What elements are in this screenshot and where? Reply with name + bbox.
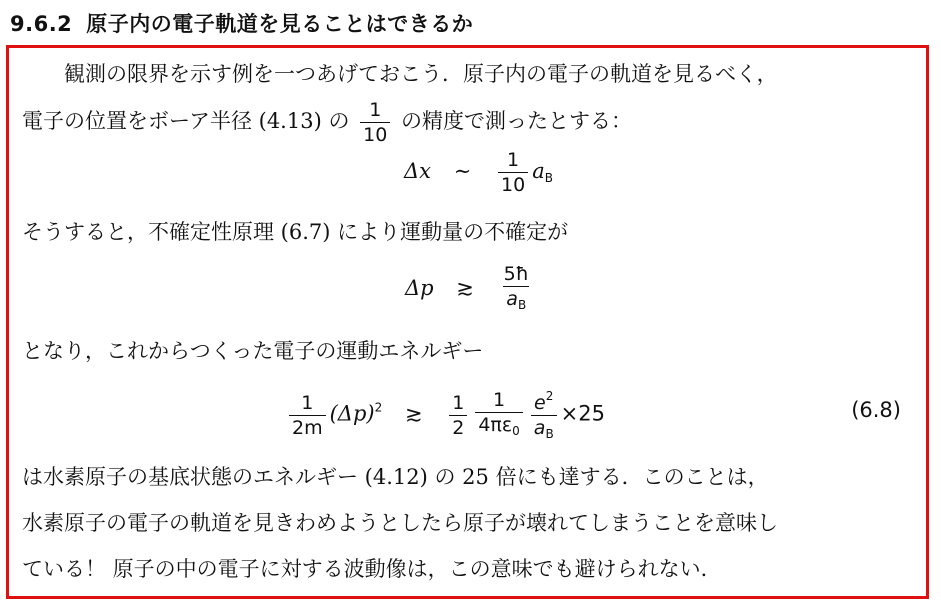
equation-number: (6.8)	[851, 398, 901, 422]
eq3-f3-num: 1	[493, 388, 506, 411]
eq2-denominator	[503, 286, 529, 317]
paragraph-line-2	[22, 98, 632, 147]
eq3-frac-4	[531, 384, 557, 446]
section-number: 9.6.2	[10, 12, 73, 36]
eq1-denominator: 10	[498, 172, 528, 197]
section-heading	[10, 8, 473, 38]
eq3-f1-den: 2m	[289, 415, 326, 440]
line2-text-post: の精度で測ったとする：	[401, 109, 633, 133]
eq3-f4-num	[531, 384, 556, 415]
eq3-tail: ×25	[560, 401, 605, 426]
eq1-lhs: Δx	[404, 159, 432, 183]
line2-frac-numerator: 1	[369, 99, 382, 121]
eq3-f4-a-sub: B	[545, 427, 554, 441]
eq2-relation: ≳	[456, 276, 474, 300]
eq3-paren: (Δp)	[329, 401, 375, 426]
eq3-relation: ≳	[404, 401, 423, 426]
eq1-numerator: 1	[507, 149, 520, 171]
equation-delta-p	[405, 262, 536, 317]
eq3-f3-den-sub: 0	[512, 423, 520, 438]
eq3-square: 2	[374, 400, 383, 415]
paragraph-line-7: ている！ 原子の中の電子に対する波動像は，この意味でも避けられない．	[22, 557, 722, 581]
eq3-f4-sup: 2	[545, 389, 554, 403]
eq1-fraction	[498, 148, 528, 197]
eq3-frac-2	[449, 391, 467, 440]
eq3-f3-den-text: 4πε	[478, 413, 513, 436]
eq3-frac-1	[289, 391, 326, 440]
eq3-f2-den: 2	[449, 415, 467, 440]
eq3-f4-a: a	[533, 417, 546, 439]
eq3-f2-num: 1	[452, 391, 465, 414]
eq2-den-a: a	[506, 288, 518, 310]
eq2-den-sub: B	[517, 298, 527, 312]
line2-fraction	[360, 98, 390, 147]
paragraph-line-1: 観測の限界を示す例を一つあげておこう．原子内の電子の軌道を見るべく，	[64, 62, 778, 86]
eq2-lhs: Δp	[405, 276, 434, 300]
eq2-numerator: 5ħ	[503, 263, 529, 285]
paragraph-line-5: は水素原子の基底状態のエネルギー (4.12) の 25 倍にも達する．このことは，	[22, 465, 769, 489]
eq3-f3-den	[475, 412, 522, 443]
section-title: 原子内の電子軌道を見ることはできるか	[86, 12, 474, 36]
paragraph-line-4: となり，これからつくった電子の運動エネルギー	[22, 339, 484, 363]
equation-kinetic-energy	[285, 384, 605, 446]
eq1-a-sub: B	[544, 171, 553, 185]
equation-delta-x	[404, 148, 553, 197]
line2-frac-denominator: 10	[360, 122, 390, 147]
eq1-relation: ∼	[453, 159, 472, 183]
eq3-f4-den	[531, 415, 557, 446]
eq3-frac-3	[475, 388, 522, 443]
line2-text-pre: 電子の位置をボーア半径 (4.13) の	[22, 109, 350, 133]
eq3-f4-e: e	[534, 392, 546, 414]
paragraph-line-6: 水素原子の電子の軌道を見きわめようとしたら原子が壊れてしまうことを意味し	[22, 511, 778, 535]
eq2-fraction	[501, 262, 532, 317]
paragraph-line-3: そうすると，不確定性原理 (6.7) により運動量の不確定が	[22, 220, 569, 244]
eq3-f1-num: 1	[301, 391, 314, 414]
eq1-a: a	[532, 159, 545, 183]
